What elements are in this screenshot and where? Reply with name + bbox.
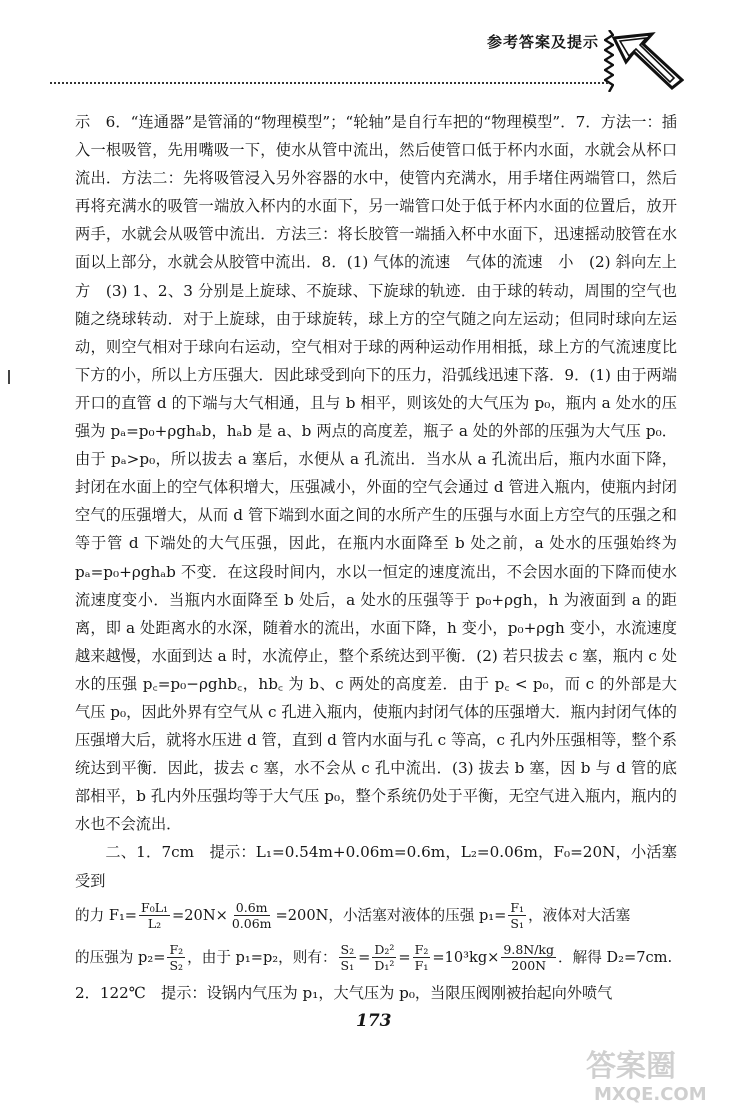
fraction	[413, 942, 431, 973]
formula-text: =	[398, 948, 411, 966]
fraction-denominator: F₁	[414, 958, 429, 974]
fraction	[372, 942, 396, 973]
fraction-denominator: D₁²	[374, 958, 395, 974]
fraction-denominator: S₁	[340, 958, 355, 974]
fraction	[230, 900, 274, 931]
watermark-logo	[580, 1042, 748, 1104]
answer-paragraph-2: 二、1．7cm 提示：L₁=0.54m+0.06m=0.6m，L₂=0.06m，F₀=20N，小活塞受到	[75, 843, 677, 890]
fraction	[508, 900, 526, 931]
fraction-denominator: 0.06m	[231, 916, 272, 932]
fraction-numerator: D₂²	[374, 942, 395, 958]
fraction-numerator: S₂	[340, 942, 355, 958]
formula-line-2	[75, 937, 677, 979]
formula-text: =200N，小活塞对液体的压强 p₁=	[275, 906, 507, 924]
header-dotted-rule	[50, 82, 608, 84]
margin-mark	[8, 370, 10, 384]
fraction-numerator: F₂	[414, 942, 429, 958]
fraction-denominator: S₁	[510, 916, 524, 932]
formula-text: ．解得 D₂=7cm.	[558, 948, 673, 966]
fraction-numerator: F₀L₁	[141, 900, 169, 916]
fraction-numerator: F₁	[510, 900, 525, 916]
fraction-denominator: 200N	[511, 958, 547, 974]
arrow-up-left-icon	[612, 30, 684, 90]
fraction-numerator: 9.8N/kg	[503, 942, 554, 958]
fraction	[139, 900, 170, 931]
watermark-text-url: MXQE.COM	[594, 1084, 707, 1104]
formula-text: =20N×	[172, 906, 228, 924]
formula-text: =10³kg×	[432, 948, 500, 966]
fraction	[501, 942, 556, 973]
formula-text: 的力 F₁=	[75, 906, 138, 924]
watermark-text-main: 答案圈	[586, 1049, 676, 1084]
fraction	[167, 942, 185, 973]
fraction-numerator: 0.6m	[235, 900, 268, 916]
formula-text: =	[358, 948, 371, 966]
formula-text: ，由于 p₁=p₂，则有：	[187, 948, 337, 966]
formula-text: 的压强为 p₂=	[75, 948, 166, 966]
answer-body	[75, 108, 677, 1007]
page-number: 173	[356, 1011, 392, 1031]
formula-text: ，液体对大活塞	[528, 906, 631, 924]
fraction-denominator: S₂	[169, 958, 184, 974]
fraction-denominator: L₂	[147, 916, 162, 932]
answer-paragraph-3: 2．122℃ 提示：设锅内气压为 p₁，大气压为 p₀，当限压阀刚被抬起向外喷气	[75, 983, 613, 1002]
fraction-numerator: F₂	[169, 942, 184, 958]
formula-line-1	[75, 895, 677, 937]
header-title: 参考答案及提示	[487, 33, 600, 51]
answer-paragraph-1: 示 6．“连通器”是管涌的“物理模型”；“轮轴”是自行车把的“物理模型”．7．方法一：插入一根吸管，先用嘴吸一下，使水从管中流出，然后使管口低于杯内水面，水就会从杯口流出．方法二：先将吸管浸入另外容器的水中，使管内充满水，用手堵住两端管口，然后再将充满水的吸管一端放入杯内的水面下，另一端管口处于低于杯内水面的位置后，放开两手，水就会从吸管中流出．方法三：将长胶管一端插入杯中水面下，迅速摇动胶管在水面以上部分，水就会从胶管中流出．8．(1) 气体的流速 气体的流速 小 (2) 斜向左上方 (3) 1、2、3 分别是上旋球、不旋球、下旋球的轨迹．由于球的转动，周围的空气也随之绕球转动．对于上旋球，由于球旋转，球上方的空气随之向左运动；但同时球向左运动，则空气相对于球向右运动，空气相对于球的两种运动作用相抵，球上方的气流速度比下方的小，所以上方压强大．因此球受到向下的压力，沿弧线迅速下落．9．(1) 由于两端开口的直管 d 的下端与大气相通，且与 b 相平，则该处的大气压为 p₀，瓶内 a 处水的压强为 pₐ=p₀+ρghₐb，hₐb 是 a、b 两点的高度差，瓶子 a 处的外部的压强为大气压 p₀．由于 pₐ>p₀，所以拔去 a 塞后，水便从 a 孔流出．当水从 a 孔流出后，瓶内水面下降，封闭在水面上的空气体积增大，压强减小，外面的空气会通过 d 管进入瓶内，使瓶内封闭空气的压强增大，从而 d 管下端到水面之间的水所产生的压强与水面上方空气的压强之和等于管 d 下端处的大气压强，因此，在瓶内水面降至 b 处之前，a 处水的压强始终为 pₐ=p₀+ρghₐb 不变．在这段时间内，水以一恒定的速度流出，不会因水面的下降而使水流速度变小．当瓶内水面降至 b 处后，a 处水的压强等于 p₀+ρgh，h 为液面到 a 的距离，即 a 处距离水的水深，随着水的流出，水面下降，h 变小，p₀+ρgh 变小，水流速度越来越慢，水面到达 a 时，水流停止，整个系统达到平衡．(2) 若只拔去 c 塞，瓶内 c 处水的压强 p꜀=p₀−ρghb꜀，hb꜀ 为 b、c 两处的高度差．由于 p꜀ < p₀，而 c 的外部是大气压 p₀，因此外界有空气从 c 孔进入瓶内，使瓶内封闭气体的压强增大．瓶内封闭气体的压强增大后，就将水压进 d 管，直到 d 管内水面与孔 c 等高，c 孔内外压强相等，整个系统达到平衡．因此，拔去 c 塞，水不会从 c 孔中流出．(3) 拔去 b 塞，因 b 与 d 管的底部相平，b 孔内外压强均等于大气压 p₀，整个系统仍处于平衡，无空气进入瓶内，瓶内的水也不会流出．	[75, 113, 677, 834]
fraction	[339, 942, 357, 973]
